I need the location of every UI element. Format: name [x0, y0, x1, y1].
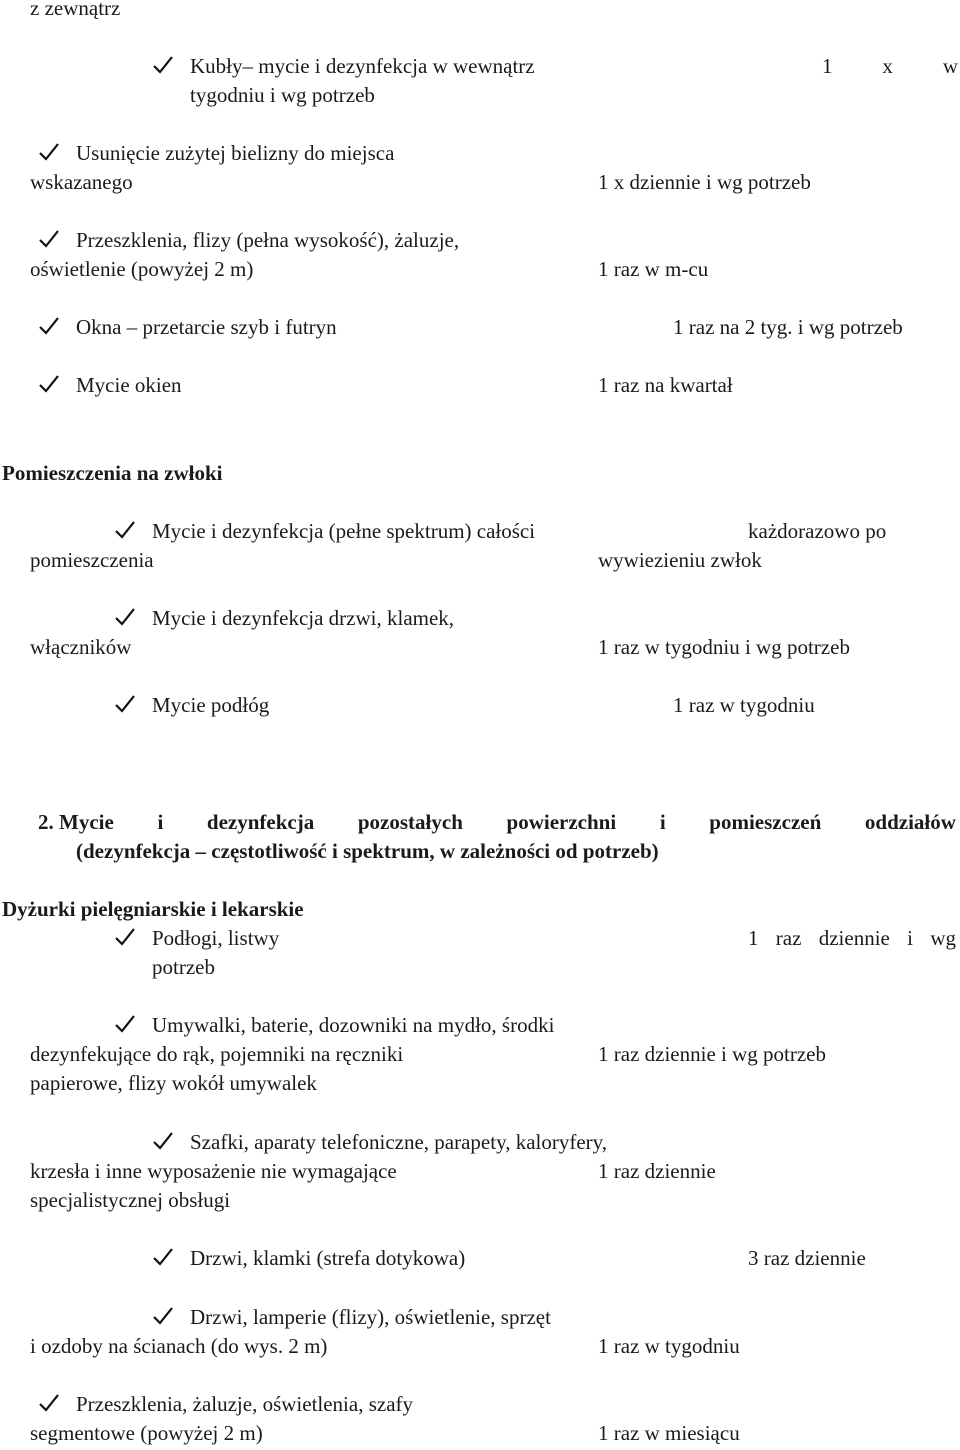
frequency-text: 1 raz dziennie [598, 1159, 716, 1183]
checkmark-icon [38, 141, 60, 163]
checkmark-icon [114, 1013, 136, 1035]
item-text: wskazanego [30, 170, 133, 194]
checkmark-icon [152, 1246, 174, 1268]
frequency-text: 1 raz w tygodniu [598, 1334, 740, 1358]
item-text: Drzwi, lamperie (flizy), oświetlenie, sprzęt [190, 1305, 551, 1329]
continuation-text: z zewnątrz [30, 0, 121, 20]
frequency-text: 1 raz w miesiącu [598, 1421, 740, 1445]
item-text: potrzeb [152, 955, 215, 979]
checkmark-icon [114, 926, 136, 948]
frequency-text: 1 raz na kwartał [598, 373, 733, 397]
frequency-text: 1 raz w m-cu [598, 257, 709, 281]
item-text: specjalistycznej obsługi [30, 1188, 231, 1212]
item-text: tygodniu i wg potrzeb [190, 83, 375, 107]
checkmark-icon [114, 606, 136, 628]
frequency-text: 1 raz na 2 tyg. i wg potrzeb [673, 315, 903, 339]
frequency-text: 1 raz w tygodniu i wg potrzeb [598, 635, 850, 659]
item-text: segmentowe (powyżej 2 m) [30, 1421, 263, 1445]
checkmark-icon [114, 693, 136, 715]
item-text: oświetlenie (powyżej 2 m) [30, 257, 254, 281]
item-text: Okna – przetarcie szyb i futryn [76, 315, 337, 339]
frequency-text: 1 raz w tygodniu [673, 693, 815, 717]
section-title: 2. Mycie i dezynfekcja pozostałych powierzchni i pomieszczeń oddziałów [38, 810, 956, 834]
frequency-text: 1 x dziennie i wg potrzeb [598, 170, 811, 194]
frequency-text: wywiezieniu zwłok [598, 548, 762, 572]
frequency-text: 1 x w [822, 54, 958, 78]
checkmark-icon [38, 315, 60, 337]
item-text: Przeszklenia, flizy (pełna wysokość), żaluzje, [76, 228, 460, 252]
item-text: włączników [30, 635, 132, 659]
item-text: Przeszklenia, żaluzje, oświetlenia, szafy [76, 1392, 414, 1416]
item-text: Usunięcie zużytej bielizny do miejsca [76, 141, 395, 165]
item-text: Mycie okien [76, 373, 182, 397]
section-heading: Pomieszczenia na zwłoki [2, 461, 223, 485]
item-text: Podłogi, listwy [152, 926, 280, 950]
frequency-text: 1 raz dziennie i wg potrzeb [598, 1042, 826, 1066]
checkmark-icon [38, 1392, 60, 1414]
checkmark-icon [114, 519, 136, 541]
item-text: Mycie podłóg [152, 693, 270, 717]
frequency-text: każdorazowo po [748, 519, 887, 543]
checkmark-icon [152, 54, 174, 76]
item-text: dezynfekujące do rąk, pojemniki na ręczniki [30, 1042, 404, 1066]
item-text: i ozdoby na ścianach (do wys. 2 m) [30, 1334, 328, 1358]
item-text: Drzwi, klamki (strefa dotykowa) [190, 1246, 466, 1270]
item-text: krzesła i inne wyposażenie nie wymagające [30, 1159, 397, 1183]
section-subtitle: (dezynfekcja – częstotliwość i spektrum, w zależności od potrzeb) [76, 839, 659, 863]
frequency-text: 3 raz dziennie [748, 1246, 866, 1270]
checkmark-icon [152, 1305, 174, 1327]
item-text: pomieszczenia [30, 548, 154, 572]
item-text: Mycie i dezynfekcja (pełne spektrum) całości [152, 519, 536, 543]
item-text: Umywalki, baterie, dozowniki na mydło, środki [152, 1013, 555, 1037]
item-text: papierowe, flizy wokół umywalek [30, 1071, 317, 1095]
checkmark-icon [152, 1130, 174, 1152]
item-text: Mycie i dezynfekcja drzwi, klamek, [152, 606, 455, 630]
section-heading: Dyżurki pielęgniarskie i lekarskie [2, 897, 304, 921]
item-text: Kubły– mycie i dezynfekcja w wewnątrz [190, 54, 535, 78]
checkmark-icon [38, 373, 60, 395]
checkmark-icon [38, 228, 60, 250]
item-text: Szafki, aparaty telefoniczne, parapety, kaloryfery, [190, 1130, 608, 1154]
frequency-text: 1 raz dziennie i wg [748, 926, 956, 950]
